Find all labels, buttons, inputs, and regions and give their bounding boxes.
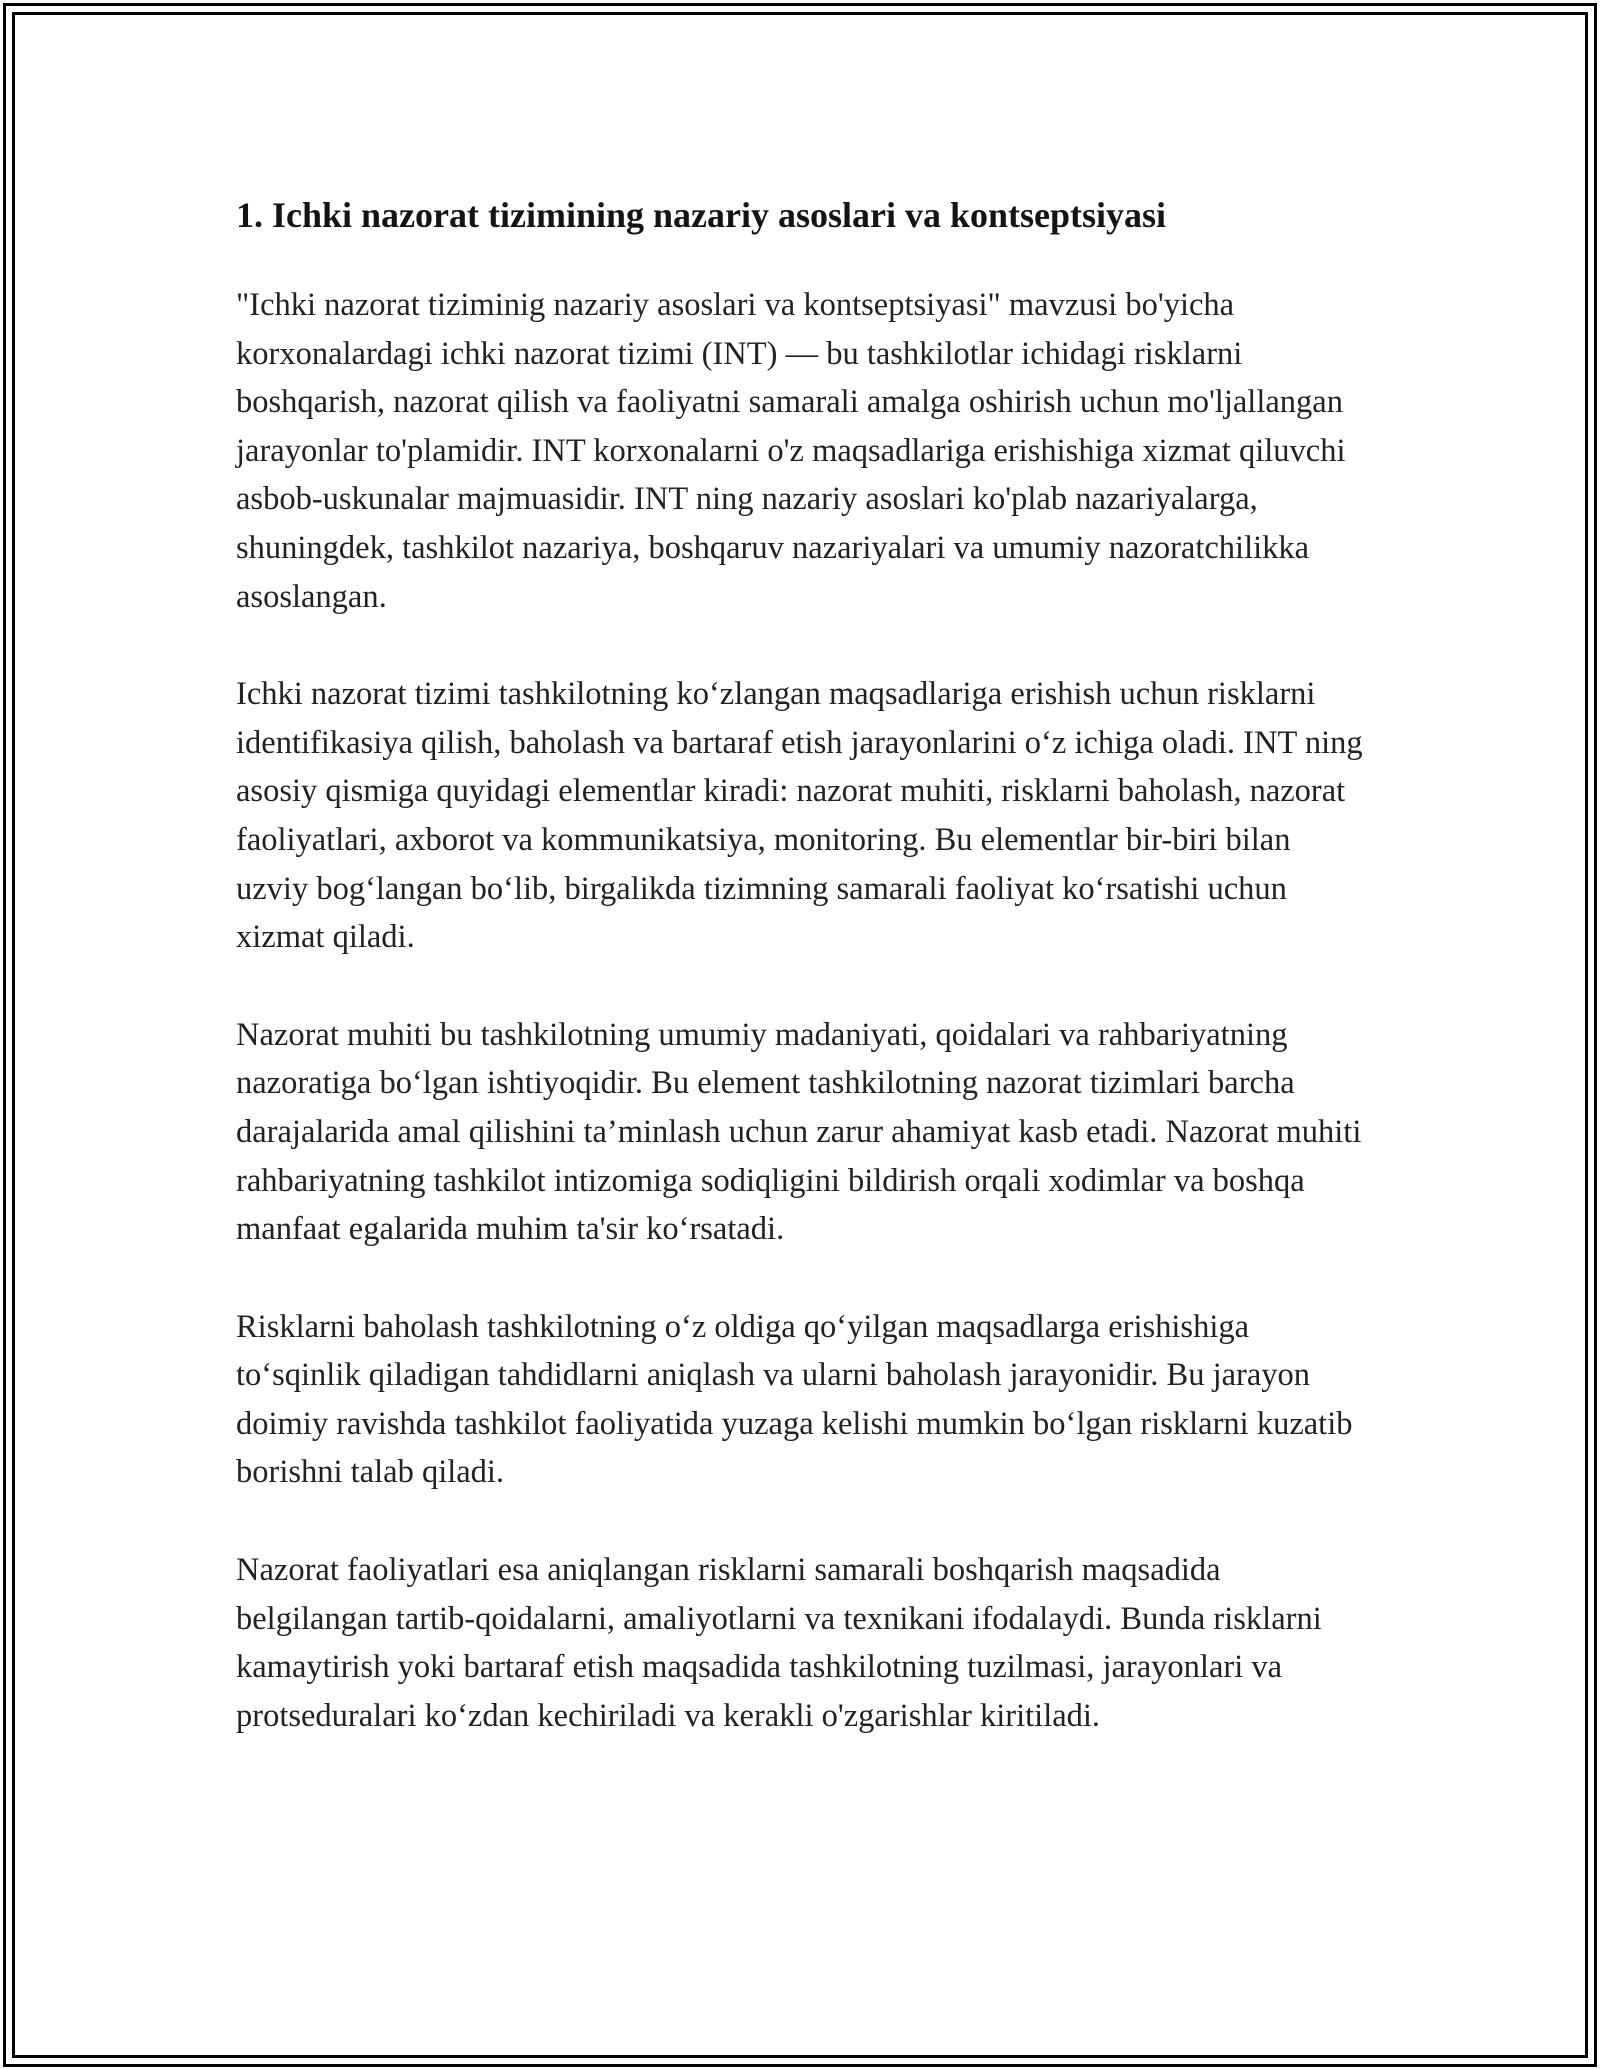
document-body	[236, 180, 1366, 1789]
section-heading: 1. Ichki nazorat tizimining nazariy asoslari va kontseptsiyasi	[236, 195, 1167, 235]
paragraph-intro: "Ichki nazorat tiziminig nazariy asoslari va kontseptsiyasi" mavzusi bo'yicha korxonalardagi ichki nazorat tizimi (INT) — bu tashkilotlar ichidagi risklarni boshqarish, nazorat qilish va faoliyatni samarali amalga oshirish uchun mo'ljallangan jarayonlar to'plamidir. INT korxonalarni o'z maqsadlariga erishishiga xizmat qiluvchi asbob-uskunalar majmuasidir. INT ning nazariy asoslari ko'plab nazariyalarga, shuningdek, tashkilot nazariya, boshqaruv nazariyalari va umumiy nazoratchilikka asoslangan.	[236, 287, 1346, 615]
paragraph-elements: Ichki nazorat tizimi tashkilotning ko‘zlangan maqsadlariga erishish uchun risklarni identifikasiya qilish, baholash va bartaraf etish jarayonlarini o‘z ichiga oladi. INT ning asosiy qismiga quyidagi elementlar kiradi: nazorat muhiti, risklarni baholash, nazorat faoliyatlari, axborot va kommunikatsiya, monitoring. Bu elementlar bir-biri bilan uzviy bog‘langan bo‘lib, birgalikda tizimning samarali faoliyat ko‘rsatishi uchun xizmat qiladi.	[236, 676, 1363, 956]
paragraph-risk-assessment: Risklarni baholash tashkilotning o‘z oldiga qo‘yilgan maqsadlarga erishishiga to‘sqinlik qiladigan tahdidlarni aniqlash va ularni baholash jarayonidir. Bu jarayon doimiy ravishda tashkilot faoliyatida yuzaga kelishi mumkin bo‘lgan risklarni kuzatib borishni talab qiladi.	[236, 1308, 1353, 1491]
paragraph-control-environment: Nazorat muhiti bu tashkilotning umumiy madaniyati, qoidalari va rahbariyatning nazoratiga bo‘lgan ishtiyoqidir. Bu element tashkilotning nazorat tizimlari barcha darajalarida amal qilishini ta’minlash uchun zarur ahamiyat kasb etadi. Nazorat muhiti rahbariyatning tashkilot intizomiga sodiqligini bildirish orqali xodimlar va boshqa manfaat egalarida muhim ta'sir ko‘rsatadi.	[236, 1016, 1362, 1248]
paragraph-control-activities: Nazorat faoliyatlari esa aniqlangan risklarni samarali boshqarish maqsadida belgilangan tartib-qoidalarni, amaliyotlarni va texnikani ifodalaydi. Bunda risklarni kamaytirish yoki bartaraf etish maqsadida tashkilotning tuzilmasi, jarayonlari va protseduralari ko‘zdan kechiriladi va kerakli o'zgarishlar kiritiladi.	[236, 1552, 1322, 1734]
